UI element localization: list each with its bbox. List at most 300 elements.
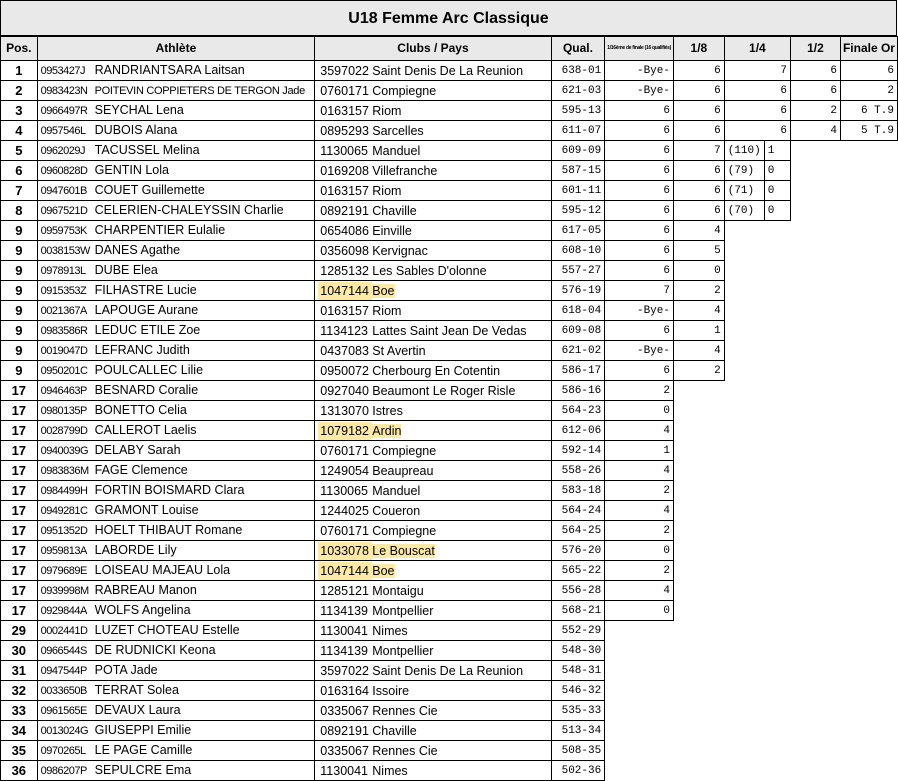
empty-cell [840,241,897,261]
round-2-score: 2 [791,101,841,121]
athlete-cell [37,121,315,141]
round-16-score: -Bye- [605,301,674,321]
license-number: 0002441D [40,625,88,637]
athlete-cell [37,501,315,521]
athlete-cell [37,201,315,221]
empty-cell [791,221,841,241]
club-code: 0760171 [320,443,369,458]
round-8-score: 6 [673,201,724,221]
position-cell: 17 [1,461,38,481]
empty-cell [840,461,897,481]
club-code: 1249054 [320,463,369,478]
qualification-score: 502-36 [551,761,605,781]
position-cell: 17 [1,481,38,501]
club-cell [315,81,551,101]
athlete-name: CELERIEN-CHALEYSSIN Charlie [94,203,284,217]
empty-cell [791,241,841,261]
club-name: Rennes Cie [372,743,438,758]
license-number: 0947601B [40,185,87,197]
athlete-cell [37,621,315,641]
athlete-cell [37,221,315,241]
athlete-name: LABORDE Lily [94,543,177,557]
club-code: 1079182 [318,422,372,440]
license-number: 0940039G [40,445,89,457]
athlete-name: LE PAGE Camille [94,743,193,757]
position-cell: 3 [1,101,38,121]
empty-cell [791,321,841,341]
empty-cell [673,741,724,761]
empty-cell [840,581,897,601]
position-cell: 9 [1,341,38,361]
qualification-score: 546-32 [551,681,605,701]
empty-cell [724,361,790,381]
empty-cell [724,381,790,401]
round-16-score: 6 [605,321,674,341]
empty-cell [840,641,897,661]
round-4-shootoff: (110) [724,141,764,161]
table-row [1,181,898,201]
round-8-score: 2 [673,281,724,301]
table-row [1,581,898,601]
round-4-score: 0 [764,181,790,201]
qualification-score: 564-24 [551,501,605,521]
club-name: Compiegne [372,83,437,98]
qualification-score: 609-09 [551,141,605,161]
empty-cell [791,761,841,781]
empty-cell [673,441,724,461]
athlete-name: FILHASTRE Lucie [94,283,197,297]
club-code: 1047144 [318,562,372,580]
table-row [1,241,898,261]
qualification-score: 586-17 [551,361,605,381]
round-16-score: 6 [605,361,674,381]
round-16-score: 6 [605,221,674,241]
table-row [1,481,898,501]
license-number: 0013024G [40,725,89,737]
club-name: Riom [372,303,402,318]
col-header-r2: 1/2 [791,37,841,61]
empty-cell [791,601,841,621]
license-number: 0983586R [40,325,88,337]
empty-cell [724,401,790,421]
athlete-name: CALLEROT Laelis [94,423,197,437]
club-code: 1130041 [320,623,369,638]
table-row [1,341,898,361]
round-2-score: 6 [791,61,841,81]
empty-cell [724,641,790,661]
empty-cell [605,641,674,661]
club-name: Sarcelles [372,123,424,138]
empty-cell [840,721,897,741]
license-number: 0979689E [40,565,87,577]
empty-cell [840,221,897,241]
table-row [1,461,898,481]
qualification-score: 592-14 [551,441,605,461]
empty-cell [791,341,841,361]
position-cell: 17 [1,581,38,601]
position-cell: 17 [1,441,38,461]
table-row [1,381,898,401]
position-cell: 17 [1,541,38,561]
qualification-score: 612-06 [551,421,605,441]
qualification-score: 565-22 [551,561,605,581]
license-number: 0033650B [40,685,87,697]
club-cell [315,421,551,441]
table-row [1,501,898,521]
club-name: Riom [372,103,402,118]
license-number: 0984499H [40,485,88,497]
license-number: 0978913L [40,265,86,277]
club-name: Boe [372,283,395,298]
athlete-name: LEFRANC Judith [94,343,190,357]
athlete-cell [37,241,315,261]
round-4-score: 0 [764,201,790,221]
table-row [1,361,898,381]
license-number: 0019047D [40,345,88,357]
club-cell [315,161,551,181]
athlete-name: COUET Guillemette [94,183,205,197]
empty-cell [724,221,790,241]
empty-cell [724,481,790,501]
empty-cell [840,201,897,221]
empty-cell [673,621,724,641]
club-cell [315,441,551,461]
license-number: 0038153W [40,245,90,257]
empty-cell [605,741,674,761]
empty-cell [791,661,841,681]
empty-cell [840,141,897,161]
qualification-score: 638-01 [551,61,605,81]
club-name: Coueron [372,503,421,518]
license-number: 0970265L [40,745,86,757]
round-16-score: 6 [605,161,674,181]
license-number: 0915353Z [40,285,87,297]
empty-cell [791,461,841,481]
athlete-name: GIUSEPPI Emilie [94,723,192,737]
club-code: 1134123 [320,323,369,338]
club-cell [315,681,551,701]
position-cell: 1 [1,61,38,81]
round-8-score: 6 [673,121,724,141]
round-8-score: 6 [673,81,724,101]
empty-cell [724,561,790,581]
final-score: 2 [840,81,897,101]
empty-cell [673,641,724,661]
table-row [1,521,898,541]
empty-cell [791,421,841,441]
club-cell [315,741,551,761]
position-cell: 9 [1,301,38,321]
athlete-name: GENTIN Lola [94,163,169,177]
empty-cell [840,441,897,461]
club-name: Les Sables D'olonne [372,263,487,278]
results-table [0,36,898,781]
empty-cell [724,421,790,441]
qualification-score: 595-13 [551,101,605,121]
athlete-name: DEVAUX Laura [94,703,181,717]
col-header-pos: Pos. [1,37,38,61]
athlete-name: LUZET CHOTEAU Estelle [94,623,240,637]
round-8-score: 6 [673,161,724,181]
club-cell [315,321,551,341]
empty-cell [840,501,897,521]
table-row [1,421,898,441]
empty-cell [840,281,897,301]
athlete-cell [37,641,315,661]
license-number: 0986207P [40,765,87,777]
athlete-name: SEPULCRE Ema [94,763,192,777]
final-score: 6 T.9 [840,101,897,121]
round-16-score: 2 [605,521,674,541]
empty-cell [724,441,790,461]
table-row [1,261,898,281]
qualification-score: 609-08 [551,321,605,341]
round-8-score: 1 [673,321,724,341]
empty-cell [605,721,674,741]
license-number: 0983423N [40,85,88,97]
empty-cell [724,461,790,481]
empty-cell [791,721,841,741]
position-cell: 31 [1,661,38,681]
position-cell: 34 [1,721,38,741]
position-cell: 36 [1,761,38,781]
results-body [1,61,898,781]
club-name: Riom [372,183,402,198]
club-cell [315,721,551,741]
empty-cell [840,741,897,761]
club-code: 1285132 [320,263,369,278]
table-row [1,701,898,721]
club-name: Saint Denis De La Reunion [372,663,524,678]
empty-cell [840,701,897,721]
athlete-name: TACUSSEL Melina [94,143,200,157]
empty-cell [840,301,897,321]
round-4-score: 1 [764,141,790,161]
empty-cell [791,581,841,601]
empty-cell [673,601,724,621]
empty-cell [840,541,897,561]
athlete-cell [37,341,315,361]
empty-cell [605,701,674,721]
round-8-score: 6 [673,61,724,81]
round-16-score: 6 [605,241,674,261]
round-16-score: 4 [605,461,674,481]
club-cell [315,701,551,721]
club-cell [315,661,551,681]
club-code: 3597022 [320,663,369,678]
empty-cell [791,561,841,581]
qualification-score: 587-15 [551,161,605,181]
round-8-score: 4 [673,341,724,361]
club-cell [315,201,551,221]
empty-cell [840,321,897,341]
round-16-score: 6 [605,101,674,121]
club-code: 0356098 [320,243,369,258]
table-row [1,61,898,81]
club-cell [315,641,551,661]
club-code: 1130041 [320,763,369,778]
round-16-score: 2 [605,561,674,581]
empty-cell [724,521,790,541]
empty-cell [840,181,897,201]
table-row [1,281,898,301]
table-row [1,621,898,641]
round-16-score: 0 [605,541,674,561]
empty-cell [673,661,724,681]
club-name: Beaupreau [372,463,434,478]
club-code: 0760171 [320,523,369,538]
round-4-shootoff: (79) [724,161,764,181]
club-code: 0654086 [320,223,369,238]
round-8-score: 5 [673,241,724,261]
position-cell: 2 [1,81,38,101]
athlete-cell [37,481,315,501]
table-row [1,101,898,121]
license-number: 0953427J [40,65,85,77]
club-name: Beaumont Le Roger Risle [372,383,516,398]
club-cell [315,221,551,241]
table-row [1,441,898,461]
club-name: Compiegne [372,443,437,458]
round-8-score: 6 [673,101,724,121]
athlete-cell [37,81,315,101]
club-name: Nimes [372,623,408,638]
empty-cell [724,321,790,341]
empty-cell [791,201,841,221]
empty-cell [791,141,841,161]
club-name: Chaville [372,203,417,218]
license-number: 0962029J [40,145,85,157]
club-code: 1285121 [320,583,369,598]
athlete-cell [37,721,315,741]
empty-cell [724,301,790,321]
empty-cell [840,561,897,581]
club-cell [315,561,551,581]
club-cell [315,401,551,421]
athlete-name: BONETTO Celia [94,403,187,417]
athlete-name: LEDUC ETILE Zoe [94,323,201,337]
position-cell: 17 [1,401,38,421]
club-cell [315,541,551,561]
athlete-cell [37,561,315,581]
qualification-score: 568-21 [551,601,605,621]
club-name: St Avertin [372,343,426,358]
empty-cell [724,741,790,761]
round-16-score: 2 [605,381,674,401]
position-cell: 5 [1,141,38,161]
athlete-cell [37,141,315,161]
club-code: 1313070 [320,403,369,418]
position-cell: 17 [1,501,38,521]
qualification-score: 576-20 [551,541,605,561]
athlete-name: DUBE Elea [94,263,158,277]
club-cell [315,601,551,621]
position-cell: 35 [1,741,38,761]
empty-cell [840,621,897,641]
athlete-name: LOISEAU MAJEAU Lola [94,563,231,577]
license-number: 0946463P [40,385,87,397]
table-row [1,761,898,781]
empty-cell [724,241,790,261]
table-row [1,681,898,701]
empty-cell [673,681,724,701]
club-code: 3597022 [320,63,369,78]
round-16-score: 6 [605,121,674,141]
club-code: 0760171 [320,83,369,98]
qualification-score: 621-02 [551,341,605,361]
license-number: 0980135P [40,405,87,417]
empty-cell [840,681,897,701]
athlete-cell [37,421,315,441]
club-name: Manduel [372,143,421,158]
position-cell: 30 [1,641,38,661]
athlete-name: LAPOUGE Aurane [94,303,199,317]
position-cell: 9 [1,281,38,301]
round-8-score: 0 [673,261,724,281]
qualification-score: 548-30 [551,641,605,661]
table-row [1,121,898,141]
club-cell [315,461,551,481]
empty-cell [724,681,790,701]
empty-cell [840,261,897,281]
club-cell [315,61,551,81]
club-code: 0892191 [320,723,369,738]
round-16-score: -Bye- [605,81,674,101]
empty-cell [791,441,841,461]
position-cell: 9 [1,241,38,261]
position-cell: 17 [1,601,38,621]
position-cell: 17 [1,421,38,441]
empty-cell [840,521,897,541]
empty-cell [673,501,724,521]
empty-cell [791,301,841,321]
empty-cell [724,261,790,281]
athlete-cell [37,281,315,301]
col-header-r8: 1/8 [673,37,724,61]
empty-cell [724,721,790,741]
position-cell: 9 [1,221,38,241]
position-cell: 29 [1,621,38,641]
qualification-score: 618-04 [551,301,605,321]
empty-cell [724,501,790,521]
club-cell [315,621,551,641]
empty-cell [724,701,790,721]
table-row [1,161,898,181]
qualification-score: 564-23 [551,401,605,421]
club-name: Villefranche [372,163,438,178]
qualification-score: 595-12 [551,201,605,221]
empty-cell [673,721,724,741]
athlete-cell [37,581,315,601]
license-number: 0983836M [40,465,89,477]
club-name: Chaville [372,723,417,738]
club-code: 0927040 [320,383,369,398]
athlete-name: SEYCHAL Lena [94,103,184,117]
license-number: 0961565E [40,705,87,717]
table-row [1,401,898,421]
athlete-cell [37,681,315,701]
final-score: 6 [840,61,897,81]
empty-cell [791,161,841,181]
round-16-score: 6 [605,261,674,281]
athlete-cell [37,361,315,381]
club-name: Issoire [372,683,410,698]
athlete-cell [37,181,315,201]
club-name: Le Bouscat [372,543,435,558]
club-code: 1134139 [320,643,369,658]
athlete-cell [37,661,315,681]
empty-cell [791,401,841,421]
